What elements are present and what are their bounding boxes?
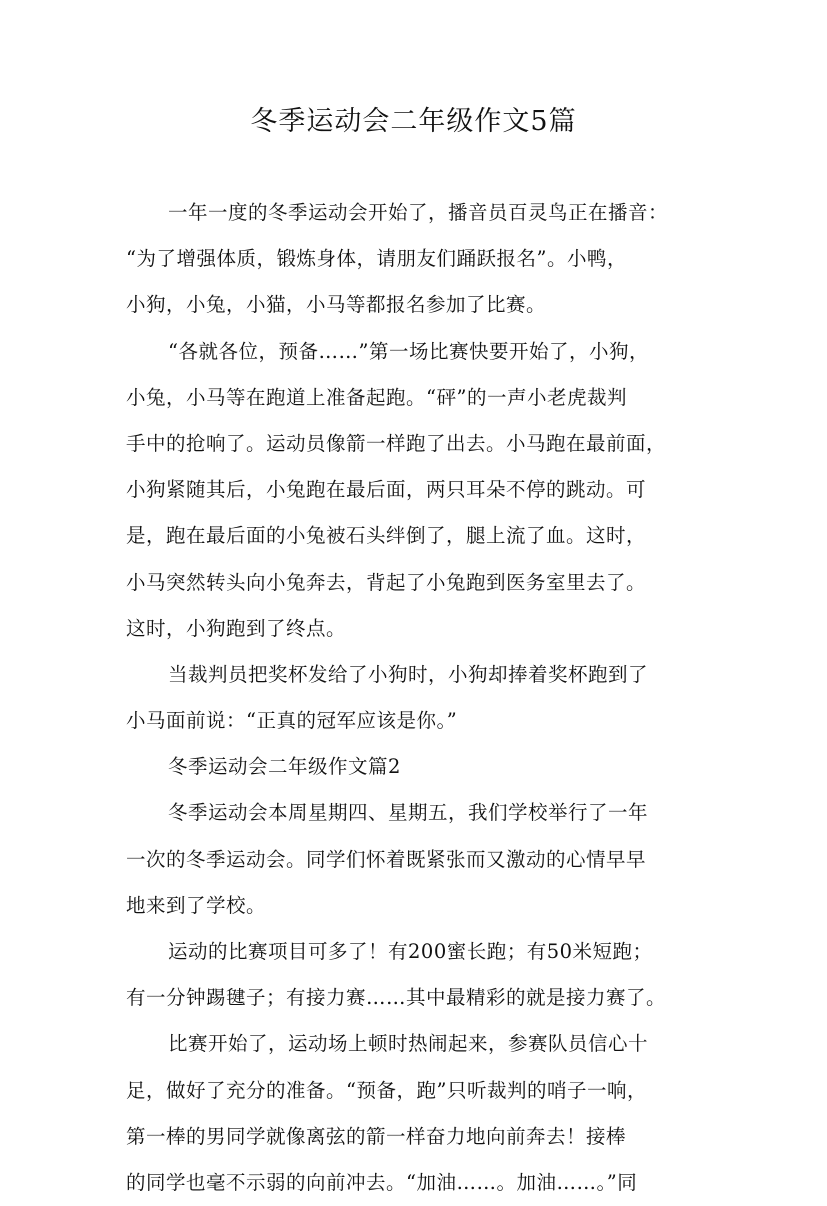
text-line: 冬季运动会本周星期四、星期五，我们学校举行了一年 [168,801,649,825]
text-line: 这时，小狗跑到了终点。 [126,616,347,640]
text-line: “各就各位，预备……”第一场比赛快要开始了，小狗， [168,339,649,363]
document-title: 冬季运动会二年级作文5篇 [250,106,577,137]
text-line: 比赛开始了，运动场上顿时热闹起来，参赛队员信心十 [168,1032,649,1056]
text-line: 的同学也毫不示弱的向前冲去。“加油……。加油……。”同 [126,1170,638,1194]
text-line: 小马面前说：“正真的冠军应该是你。” [126,709,458,733]
text-line: 小马突然转头向小兔奔去，背起了小兔跑到医务室里去了。 [126,570,647,594]
text-line: 小狗，小兔，小猫，小马等都报名参加了比赛。 [126,293,547,317]
text-line: “为了增强体质，锻炼身体，请朋友们踊跃报名”。小鸭， [126,247,627,271]
text-line: 第一棒的男同学就像离弦的箭一样奋力地向前奔去！接棒 [126,1124,627,1148]
document-body [126,190,716,1206]
text-line: 有一分钟踢毽子；有接力赛……其中最精彩的就是接力赛了。 [126,986,667,1010]
text-line: 手中的抢响了。运动员像箭一样跑了出去。小马跑在最前面， [126,431,667,455]
text-line: 是，跑在最后面的小兔被石头绊倒了，腿上流了血。这时， [126,524,647,548]
text-line: 小狗紧随其后，小兔跑在最后面，两只耳朵不停的跳动。可 [126,478,647,502]
text-line: 足，做好了充分的准备。“预备，跑”只听裁判的哨子一响， [126,1078,647,1102]
text-line: 地来到了学校。 [126,893,267,917]
text-line: 一次的冬季运动会。同学们怀着既紧张而又激动的心情早早 [126,847,647,871]
text-line: 冬季运动会二年级作文篇2 [168,755,401,779]
text-line: 运动的比赛项目可多了！有200蜜长跑；有50米短跑； [168,940,653,963]
text-line: 当裁判员把奖杯发给了小狗时，小狗却捧着奖杯跑到了 [168,662,649,686]
text-line: 小兔，小马等在跑道上准备起跑。“砰”的一声小老虎裁判 [126,385,627,409]
text-line: 一年一度的冬季运动会开始了，播音员百灵鸟正在播音： [168,201,669,224]
